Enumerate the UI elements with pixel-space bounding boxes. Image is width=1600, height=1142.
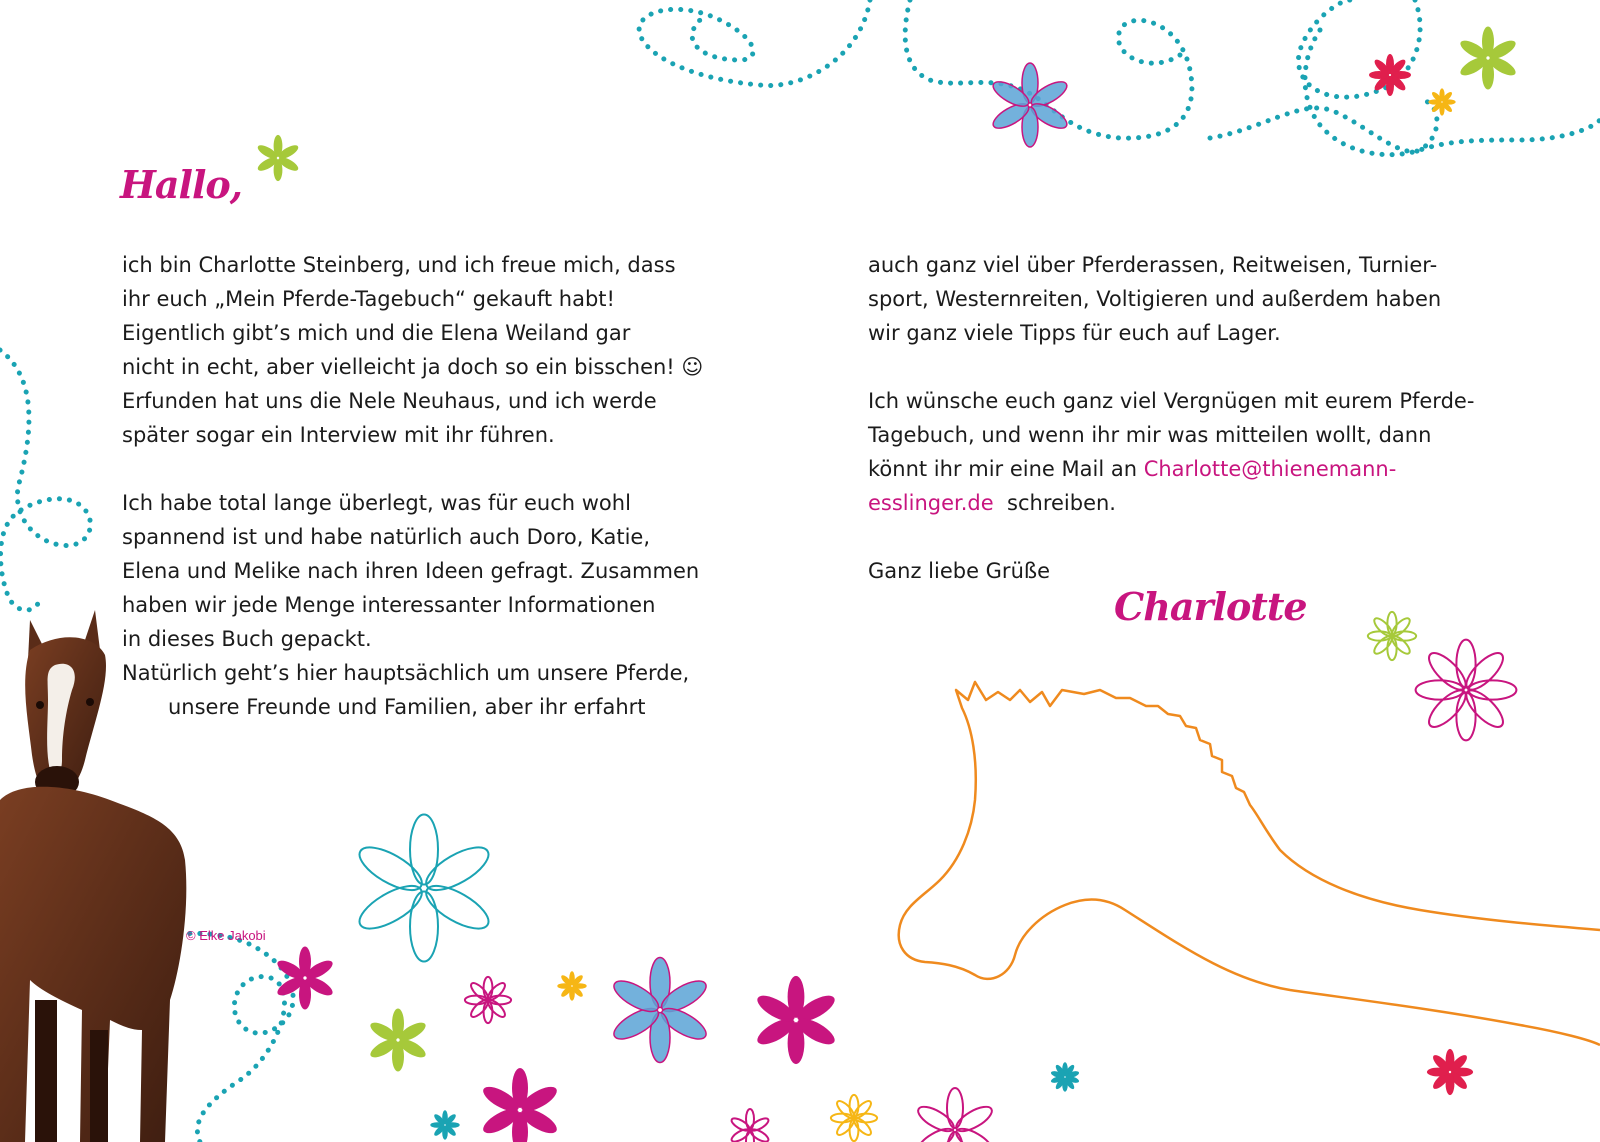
text-fragment: könnt ihr mir eine Mail an bbox=[868, 457, 1144, 481]
flower-icon bbox=[1369, 54, 1411, 96]
text-line: Elena und Melike nach ihren Ideen gefragt. Zusammen bbox=[122, 559, 700, 583]
text-line: Ich habe total lange überlegt, was für euch wohl bbox=[122, 491, 631, 515]
paragraph-topics bbox=[868, 248, 1508, 350]
text-line: Natürlich geht’s hier hauptsächlich um unsere Pferde, bbox=[122, 661, 690, 685]
flower-icon bbox=[1427, 1049, 1473, 1095]
flower-icon bbox=[1050, 1062, 1080, 1091]
flower-icon bbox=[1458, 27, 1519, 90]
photo-credit: © Elke Jakobi bbox=[186, 928, 266, 943]
flower-icon bbox=[557, 971, 586, 1000]
flower-icon bbox=[990, 63, 1071, 147]
email-link-continued[interactable]: esslinger.de bbox=[868, 491, 994, 515]
text-line: ich bin Charlotte Steinberg, und ich freue mich, dass bbox=[122, 253, 676, 277]
text-line: Erfunden hat uns die Nele Neuhaus, und ich werde bbox=[122, 389, 657, 413]
right-text-column bbox=[868, 248, 1508, 588]
flower-icon bbox=[430, 1110, 459, 1139]
flower-icon bbox=[730, 1109, 770, 1142]
text-line: ihr euch „Mein Pferde-Tagebuch“ gekauft habt! bbox=[122, 287, 615, 311]
flower-icon bbox=[256, 135, 300, 181]
text-line bbox=[868, 486, 1508, 520]
flower-icon bbox=[1428, 88, 1455, 115]
flower-icon bbox=[610, 958, 711, 1063]
flower-icon bbox=[1416, 640, 1517, 741]
flower-icon bbox=[480, 1068, 561, 1142]
text-line: auch ganz viel über Pferderassen, Reitweisen, Turnier- bbox=[868, 253, 1438, 277]
text-line: spannend ist und habe natürlich auch Doro, Katie, bbox=[122, 525, 650, 549]
text-line: haben wir jede Menge interessanter Informationen bbox=[122, 593, 656, 617]
text-line: nicht in echt, aber vielleicht ja doch so ein bisschen! ☺ bbox=[122, 355, 704, 379]
text-line: Tagebuch, und wenn ihr mir was mitteilen wollt, dann bbox=[868, 423, 1432, 447]
greeting-heading: Hallo, bbox=[120, 162, 242, 207]
flower-icon bbox=[915, 1088, 996, 1142]
paragraph-wishes bbox=[868, 384, 1508, 520]
text-line: Eigentlich gibt’s mich und die Elena Weiland gar bbox=[122, 321, 631, 345]
flower-icon bbox=[368, 1009, 429, 1072]
flower-icon bbox=[275, 947, 336, 1010]
paragraph-ideas bbox=[122, 486, 722, 724]
flower-icon bbox=[754, 976, 839, 1064]
flower-icon bbox=[465, 977, 511, 1023]
text-line: sport, Westernreiten, Voltigieren und außerdem haben bbox=[868, 287, 1442, 311]
paragraph-intro bbox=[122, 248, 722, 452]
email-link[interactable]: Charlotte@thienemann- bbox=[1143, 457, 1397, 481]
flower-icon bbox=[831, 1095, 877, 1141]
text-line: unsere Freunde und Familien, aber ihr erfahrt bbox=[168, 695, 646, 719]
closing-text: Ganz liebe Grüße bbox=[868, 559, 1051, 583]
text-line: Ich wünsche euch ganz viel Vergnügen mit eurem Pferde- bbox=[868, 389, 1475, 413]
flower-icon bbox=[353, 815, 494, 962]
signature: Charlotte bbox=[1114, 584, 1307, 629]
closing-line bbox=[868, 554, 1508, 588]
flower-icon bbox=[1368, 612, 1416, 660]
text-fragment: schreiben. bbox=[993, 491, 1116, 515]
left-text-column bbox=[122, 248, 722, 724]
text-line: wir ganz viele Tipps für euch auf Lager. bbox=[868, 321, 1281, 345]
text-line: später sogar ein Interview mit ihr führen. bbox=[122, 423, 555, 447]
text-line bbox=[868, 452, 1508, 486]
text-line: in dieses Buch gepackt. bbox=[122, 627, 372, 651]
